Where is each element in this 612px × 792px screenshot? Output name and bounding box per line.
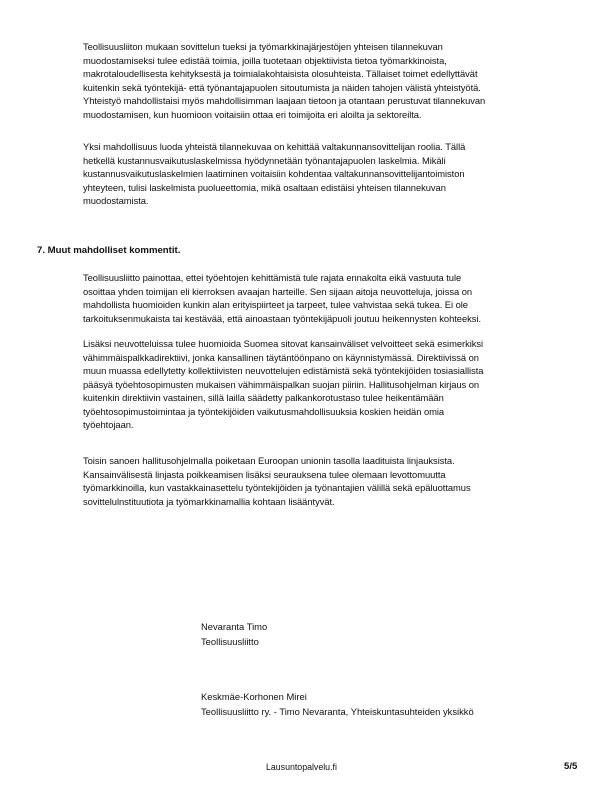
text-line: Kansainvälisestä linjasta poikkeamisen lisäksi seurauksena tulee olemaan levottomuutta <box>83 468 446 480</box>
text-line: makrotaloudellisesta kehityksestä ja toimialakohtaisista olosuhteista. Tällaiset toimet edellyttävät <box>83 68 478 79</box>
text-line: Teollisuusliiton mukaan sovittelun tueksi ja työmarkkinajärjestöjen yhteisen tilannekuvan <box>83 41 443 52</box>
text-line: yhteyteen, tulisi laskelmista puolueettomia, mikä osaltaan edistäisi yhteisen tilannekuvan <box>83 181 446 193</box>
text-line: Teollisuusliitto painottaa, ettei työehtojen kehittämistä tule rajata ennakolta eikä vastuuta tule <box>83 272 462 283</box>
text-line: vähimmäispalkkadirektiivi, jonka kansallinen täytäntöönpano on käynnistymässä. Direktiivissä on <box>83 351 479 363</box>
text-line: kuitenkin sekä työntekijä- että työnantajapuolen sitoutumista ja näiden tahojen välistä yhteistyötä. <box>83 81 481 93</box>
text-line: muun muassa edellytetty kollektiivisten neuvottelujen edistämistä sekä työntekijöiden tosiasiallista <box>83 365 484 376</box>
signature-block-submitter <box>201 689 474 719</box>
text-line: Yksi mahdollisuus luoda yhteistä tilannekuvaa on kehittää valtakunnansovittelijan roolia. Tällä <box>83 141 466 152</box>
text-line: työehtosopimustoimintaa ja työntekijöiden vaikutusmahdollisuuksia koskien heidän omia <box>83 405 445 417</box>
signer-name: Nevaranta Timo <box>201 621 268 632</box>
text-line: osoittaa yhden toimijan eli kierroksen avaajan harteille. Sen sijaan aitoja neuvotteluja, joissa on <box>83 285 473 297</box>
page-number: 5/5 <box>564 761 578 772</box>
text-line: Lisäksi neuvotteluissa tulee huomioida Suomea sitovat kansainväliset velvoitteet sekä esimerkiksi <box>83 338 484 349</box>
signer-organization: Teollisuusliitto <box>201 636 259 647</box>
text-line: Toisin sanoen hallitusohjelmalla poiketaan Euroopan unionin tasolla laadituista linjauksista. <box>83 455 455 466</box>
text-line: hetkellä kustannusvaikutuslaskelmissa hyödynnetään työnantajapuolen laskelmia. Mikäli <box>83 154 446 166</box>
text-line: mahdollista huomioiden kunkin alan erityispiirteet ja tarpeet, tulee vahvistaa sekä tukea. Ei ole <box>83 299 468 310</box>
signer-organization: Teollisuusliitto ry. - Timo Nevaranta, Yhteiskuntasuhteiden yksikkö <box>201 706 474 717</box>
paragraph-eu-alignment <box>83 454 553 508</box>
signer-name: Keskmäe-Korhonen Mirei <box>201 691 307 702</box>
text-line: Yhteistyö mahdollistaisi myös mahdollisimman laajaan tietoon ja otantaan perustuvat tilannekuvan <box>83 95 486 106</box>
text-line: kustannusvaikutuslaskelmien laatiminen voitaisiin kohdentaa valtakunnansovittelijantoimiston <box>83 168 465 179</box>
text-line: muodostamisen, kun huomioon voitaisiin ottaa eri toimijoita eri aloilta ja sektoreilta. <box>83 108 422 120</box>
text-line: sovittelulnstituutiota ja työmarkkinamallia kohtaan lisääntyvät. <box>83 495 335 507</box>
paragraph-conciliator-role <box>83 140 553 208</box>
text-line: pääsyä työehtosopimusten mukaisen vähimmäispalkan suojan piiriin. Hallitusohjelman kirjaus on <box>83 378 480 390</box>
paragraph-minimum-wage-directive <box>83 337 553 432</box>
text-line: muodostamista. <box>83 195 149 206</box>
signature-block-author <box>201 619 267 649</box>
paragraph-working-conditions <box>83 271 553 325</box>
text-line: työmarkkinoilla, kun vastakkainasettelu työntekijöiden ja työnantajien välillä sekä epäluottamus <box>83 482 471 493</box>
paragraph-situational-picture <box>83 40 553 121</box>
footer-site-name: Lausuntopalvelu.fi <box>266 762 337 772</box>
text-line: työehtojaan. <box>83 419 134 430</box>
text-line: muodostamiseksi tulee edistää toimia, joilla tuotetaan objektiivista tietoa työmarkkinoista, <box>83 54 447 66</box>
section-heading: 7. Muut mahdolliset kommentit. <box>37 245 181 256</box>
text-line: tarkoituksenmukaista tai kestävää, että ainoastaan työntekijäpuoli joutuu heikennysten kohteeksi. <box>83 312 482 324</box>
text-line: kuitenkin direktiivin vastainen, sillä laillа säädetty palkankorotustaso tulee heikentämään <box>83 392 444 403</box>
